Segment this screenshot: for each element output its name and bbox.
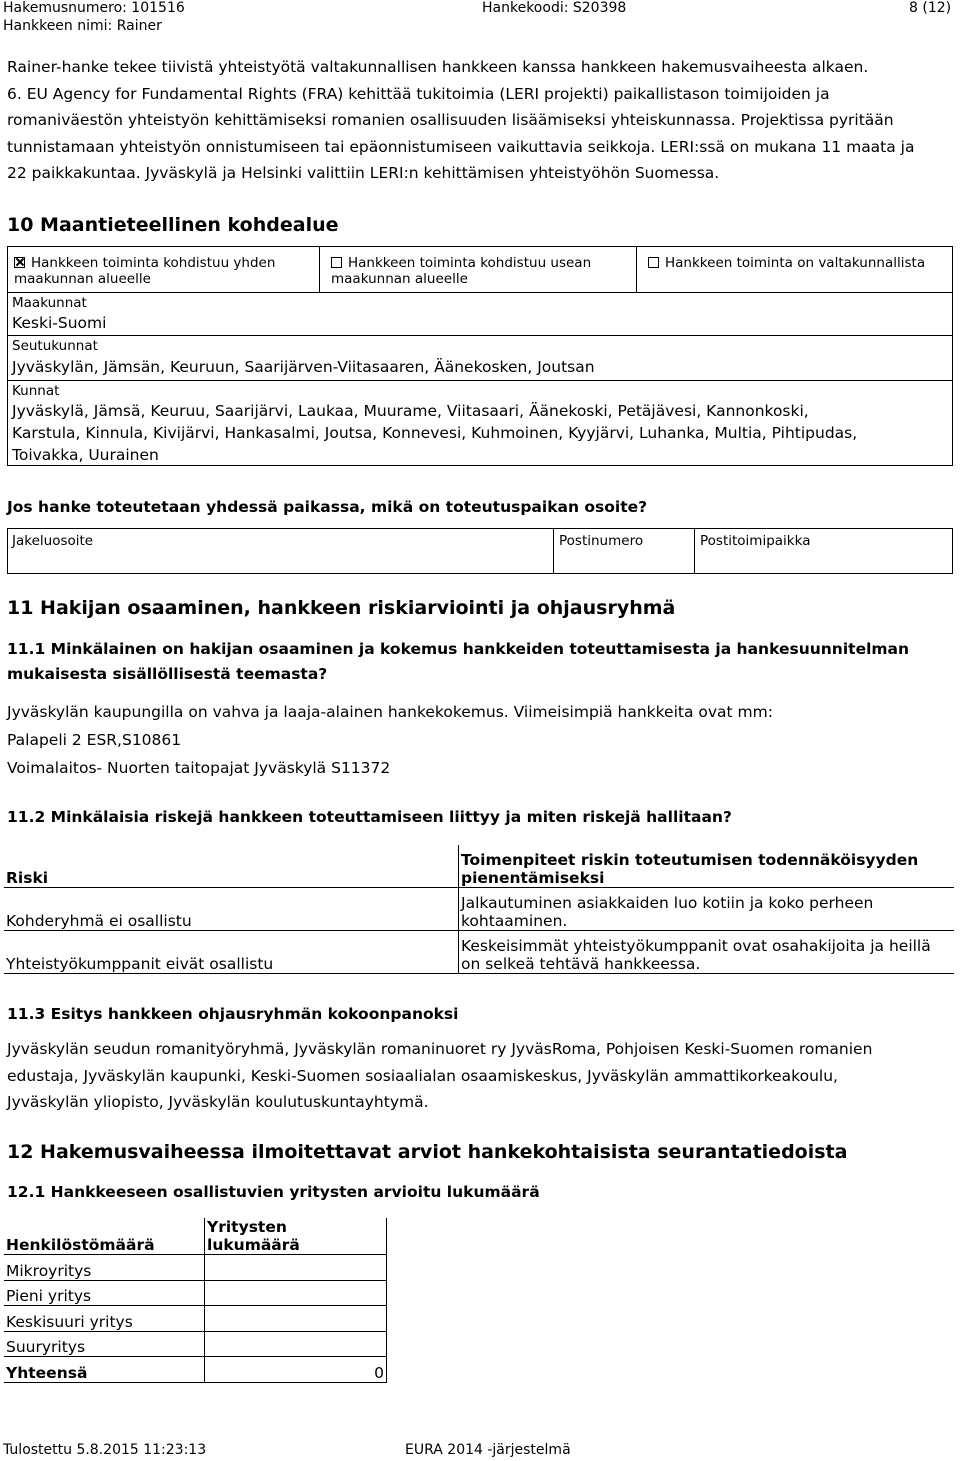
intro-line: 22 paikkakuntaa. Jyväskylä ja Helsinki valittiin LERI:n kehittämisen yhteistyöhön Suomessa. (7, 164, 720, 182)
intro-line: 6. EU Agency for Fundamental Rights (FRA) kehittää tukitoimia (LERI projekti) paikallistason toimijoiden ja (7, 84, 830, 103)
measure-header: Toimenpiteet riskin toteutumisen todennäköisyyden pienentämiseksi (459, 845, 955, 887)
table-row (4, 1331, 387, 1357)
answer-11-1: Jyväskylän kaupungilla on vahva ja laaja-alainen hankekokemus. Viimeisimpiä hankkeita ovat mm: Palapeli 2 ESR,S10861 Voimalaitos- Nuorten taitopajat Jyväskylä S11372 (7, 703, 773, 777)
table-row (4, 1255, 387, 1281)
project-code: Hankekoodi: S20398 (482, 0, 627, 16)
col-header-staff: Henkilöstömäärä (4, 1218, 205, 1255)
section-10-title: 10 Maantieteellinen kohdealue (7, 214, 339, 236)
intro-line: Rainer-hanke tekee tiivistä yhteistyötä valtakunnallisen hankkeen kanssa hankkeen hakemusvaiheesta alkaen. (7, 58, 869, 76)
risk-cell: Yhteistyökumppanit eivät osallistu (4, 930, 459, 973)
maakunnat-value: Keski-Suomi (12, 314, 107, 332)
checkbox-checked-icon[interactable] (14, 257, 25, 268)
seutukunnat-value: Jyväskylän, Jämsän, Keuruun, Saarijärven-Viitasaaren, Äänekosken, Joutsan (12, 358, 595, 376)
option-national[interactable]: Hankkeen toiminta on valtakunnallista (648, 255, 925, 271)
table-row (4, 1306, 387, 1332)
option-multi-region[interactable]: Hankkeen toiminta kohdistuu usean maakunnan alueelle (331, 255, 592, 287)
question-11-3: 11.3 Esitys hankkeen ohjausryhmän kokoonpanoksi (7, 1005, 459, 1023)
row-value (205, 1255, 387, 1281)
print-timestamp: Tulostettu 5.8.2015 11:23:13 (3, 1442, 207, 1458)
risk-cell: Kohderyhmä ei osallistu (4, 887, 459, 930)
section-12-title: 12 Hakemusvaiheessa ilmoitettavat arviot hankekohtaisista seurantatiedoista (7, 1141, 848, 1163)
answer-11-3: Jyväskylän seudun romanityöryhmä, Jyväskylän romaninuoret ry JyväsRoma, Pohjoisen Keski-Suomen romanien edustaja, Jyväskylän kaupunki, Keski-Suomen sosiaalialan osaamiskeskus, Jyväskylän ammattikorkeakoulu, Jyväskylän yliopisto, Jyväskylän koulutuskuntayhtymä. (7, 1040, 873, 1111)
total-value: 0 (205, 1357, 387, 1383)
kunnat-value: Jyväskylä, Jämsä, Keuruu, Saarijärvi, Laukaa, Muurame, Viitasaari, Äänekoski, Petäjävesi, Kannonkoski, Karstula, Kinnula, Kivijärvi, Hankasalmi, Joutsa, Konnevesi, Kuhmoinen, Kyyjärvi, Luhanka, Multia, Pihtipudas, Toivakka, Uurainen (12, 402, 858, 464)
seutukunnat-label: Seutukunnat (12, 338, 98, 354)
question-11-1: 11.1 Minkälainen on hakijan osaaminen ja kokemus hankkeiden toteuttamisesta ja hankesuunnitelman mukaisesta sisällöllisestä teemasta? (7, 640, 910, 683)
maakunnat-label: Maakunnat (12, 295, 87, 311)
postal-code-label: Postinumero (559, 533, 644, 549)
project-name: Hankkeen nimi: Rainer (3, 18, 162, 34)
region-box (7, 246, 953, 466)
intro-line: romaniväestön yhteistyön kehittämiseksi romanien osallisuuden lisäämiseksi yhteiskunnassa. Projektissa pyritään (7, 111, 894, 129)
col-header-count: Yritysten lukumäärä (205, 1218, 387, 1255)
measure-cell: Keskeisimmät yhteistyökumppanit ovat osahakijoita ja heillä on selkeä tehtävä hankkeessa. (459, 930, 955, 973)
row-label: Pieni yritys (4, 1280, 205, 1306)
application-number: Hakemusnumero: 101516 (3, 0, 185, 16)
row-value (205, 1331, 387, 1357)
risk-header: Riski (4, 845, 459, 887)
address-question: Jos hanke toteutetaan yhdessä paikassa, mikä on toteutuspaikan osoite? (7, 498, 648, 516)
question-12-1: 12.1 Hankkeeseen osallistuvien yritysten arvioitu lukumäärä (7, 1183, 540, 1201)
system-name: EURA 2014 -järjestelmä (405, 1442, 571, 1458)
table-row (4, 930, 954, 973)
option-single-region[interactable]: Hankkeen toiminta kohdistuu yhden maakunnan alueelle (14, 255, 276, 287)
risk-table (4, 845, 954, 974)
city-label: Postitoimipaikka (700, 533, 811, 549)
checkbox-icon[interactable] (331, 257, 342, 268)
table-row (4, 887, 954, 930)
table-row (4, 1280, 387, 1306)
page-number: 8 (12) (909, 0, 952, 16)
intro-line: tunnistamaan yhteistyön onnistumiseen tai epäonnistumiseen vaikuttavia seikkoja. LERI:ssä on mukana 11 maata ja (7, 137, 915, 156)
measure-cell: Jalkautuminen asiakkaiden luo kotiin ja koko perheen kohtaaminen. (459, 887, 955, 930)
total-label: Yhteensä (4, 1357, 205, 1383)
kunnat-label: Kunnat (12, 383, 60, 399)
section-11-title: 11 Hakijan osaaminen, hankkeen riskiarviointi ja ohjausryhmä (7, 597, 676, 619)
row-value (205, 1306, 387, 1332)
checkbox-icon[interactable] (648, 257, 659, 268)
row-label: Keskisuuri yritys (4, 1306, 205, 1332)
street-label: Jakeluosoite (12, 533, 94, 549)
question-11-2: 11.2 Minkälaisia riskejä hankkeen toteuttamiseen liittyy ja miten riskejä hallitaan? (7, 808, 732, 826)
row-label: Suuryritys (4, 1331, 205, 1357)
intro-paragraph (7, 54, 955, 187)
company-count-table (4, 1218, 387, 1383)
table-row (4, 1357, 387, 1383)
row-label: Mikroyritys (4, 1255, 205, 1281)
row-value (205, 1280, 387, 1306)
address-box (7, 528, 953, 574)
